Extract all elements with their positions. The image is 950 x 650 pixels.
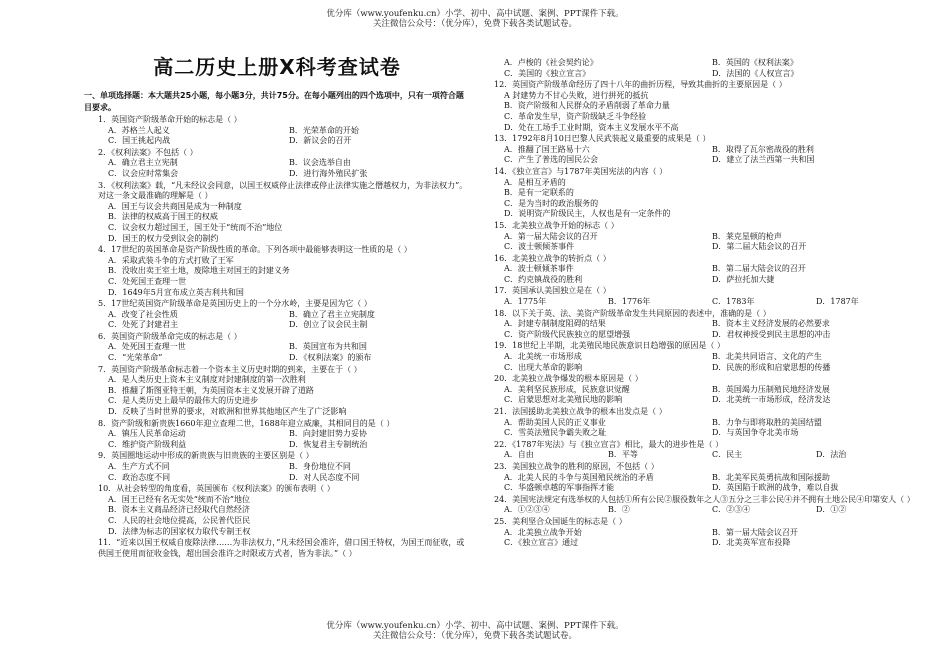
question-stem: 4．17世纪的英国革命是资产阶级性质的革命。下列各项中最能够表明这一性质的是（ ） <box>98 245 412 255</box>
options <box>84 375 470 417</box>
question <box>480 167 920 220</box>
answer-option[interactable]: C．议会权力超过国王，国王处于“统而不治”地位 <box>108 222 283 232</box>
options <box>480 232 920 253</box>
question <box>480 286 920 307</box>
options <box>480 505 920 516</box>
header-line-2: 关注微信公众号：（优分库），免费下载各类试题试卷。 <box>372 19 577 29</box>
answer-option[interactable]: C．政治态度不同 <box>108 472 171 482</box>
answer-option[interactable]: B．英国竭力压制殖民地经济发展 <box>712 384 830 394</box>
answer-option[interactable]: C．处死国王查理一世 <box>108 276 187 286</box>
answer-option[interactable]: B．平等 <box>608 450 638 460</box>
answer-option[interactable]: B．光荣革命的开始 <box>289 125 359 135</box>
question-stem: 7．英国资产阶级革命标志着一个资本主义历史时期的到来，主要在于（ ） <box>98 364 362 374</box>
answer-option[interactable]: C．是人类历史上最早的最伟大的历史进步 <box>108 396 259 406</box>
answer-option[interactable]: C．“光荣革命” <box>108 353 163 363</box>
answer-option[interactable]: D．君权神授受到民主思想的冲击 <box>712 329 831 339</box>
question <box>480 309 920 341</box>
answer-option[interactable]: B．没收出卖王室土地，废除地主对国王的封建义务 <box>108 266 290 276</box>
answer-option[interactable]: A．苏格兰人起义 <box>108 125 170 135</box>
answer-option[interactable]: D．与英国争夺北美市场 <box>712 428 799 438</box>
options <box>480 319 920 340</box>
exam-title: 高二历史上册Ⅹ科考查试卷 <box>153 55 401 79</box>
answer-option[interactable]: D．法国的《人权宣言》 <box>712 68 799 78</box>
question <box>84 148 470 180</box>
question-stem: 13．1792年8月10日巴黎人民武装起义最重要的成果是（ ） <box>494 134 711 144</box>
answer-option[interactable]: C．产生了普选的国民公会 <box>504 155 599 165</box>
question-stem: 15．北美独立战争开始的标志（ ） <box>494 220 619 230</box>
answer-option[interactable]: C．出现大革命的影响 <box>504 362 583 372</box>
answer-option[interactable]: C．民主 <box>712 450 743 460</box>
question-stem: 18．以下关于英、法、美资产阶级革命发生共同原因的表述中，准确的是（ ） <box>494 308 771 318</box>
question-stem: 19．18世纪上半期，北美殖民地民族意识日趋增强的原因是（ ） <box>494 341 725 351</box>
answer-option[interactable]: C．波士顿倾茶事件 <box>504 242 575 252</box>
question <box>84 181 470 245</box>
answer-option[interactable]: B．向封建旧势力妥协 <box>289 429 367 439</box>
answer-option[interactable]: D．①② <box>816 505 847 515</box>
answer-option[interactable]: B．② <box>608 505 630 515</box>
options <box>480 91 920 133</box>
answer-option[interactable]: B．北美军民英勇抗战和国际援助 <box>712 472 830 482</box>
question <box>84 245 470 298</box>
answer-option[interactable]: C．华盛顿卓越的军事指挥才能 <box>504 483 615 493</box>
answer-option[interactable]: D．法治 <box>816 450 847 460</box>
question <box>84 332 470 364</box>
question <box>480 517 920 549</box>
answer-option[interactable]: B．法律的权威高于国王的权威 <box>108 212 218 222</box>
answer-option[interactable]: C．人民的社会地位提高，公民普代臣民 <box>108 515 251 525</box>
question-stem: 11．“近来以国王权威自废除法律……为非法权力，”凡未经国会准许，借口国王特权，为国王而征收，或供国王使用而征收金钱，超出国会准许之时限或方式者，皆为非法。”（ ） <box>98 538 465 558</box>
question-stem: 16．北美独立战争的转折点（ ） <box>494 253 611 263</box>
answer-option[interactable]: B．英国的《权利法案》 <box>712 58 798 67</box>
answer-option[interactable]: A．帮助美国人民的正义事业 <box>504 417 606 427</box>
question-stem: 17．英国承认美国独立是在（ ） <box>494 286 611 296</box>
answer-option[interactable]: A．美利坚民族形成，民族意识觉醒 <box>504 384 630 394</box>
right-question-list <box>480 58 920 549</box>
question-stem: 24．美国宪法规定有选举权的人包括①所有公民②服役数年之人③五分之三非公民④并不拥有土地公民④印第安人（ ） <box>494 494 915 504</box>
answer-option[interactable]: D．反映了当时世界的要求，对欧洲和世界其他地区产生了广泛影响 <box>108 407 347 417</box>
answer-option[interactable]: D．建立了法兰西第一共和国 <box>712 155 815 165</box>
question-stem: 10．从社会转型的角度看，英国颁布《权利法案》的颁布表明（ ） <box>98 484 335 494</box>
answer-option[interactable]: D．英国陷于欧洲的战争，难以自拔 <box>712 483 839 493</box>
answer-option[interactable]: D．1649年5月宣布成立英吉利共和国 <box>108 287 244 297</box>
question <box>84 299 470 331</box>
question <box>480 495 920 516</box>
options <box>480 450 920 461</box>
answer-option[interactable]: D．恢复君主专制统治 <box>289 439 368 449</box>
answer-option[interactable]: A．1775年 <box>504 297 547 307</box>
answer-option[interactable]: D．《权利法案》的颁布 <box>289 353 372 363</box>
question <box>84 484 470 537</box>
question <box>480 407 920 439</box>
answer-option[interactable]: A．①②③④ <box>504 505 550 515</box>
question <box>480 440 920 461</box>
question <box>480 341 920 373</box>
options <box>480 418 920 439</box>
page-footer <box>0 621 950 641</box>
answer-option[interactable]: C．国王挑起内战 <box>108 136 171 146</box>
question-stem: 12．英国资产阶级革命经历了四十八年的曲折历程，导致其曲折的主要原因是（ ） <box>494 80 787 90</box>
options <box>480 145 920 166</box>
header-line-1: 优分库（www.youfenku.cn）小学、初中、高中试题、案例、PPT课件下载。 <box>326 9 624 19</box>
options <box>84 342 470 363</box>
answer-option[interactable]: B．北美共同语言、文化的产生 <box>712 352 822 362</box>
question-stem: 22．《1787年宪法》与《独立宣言》相比，最大的进步性是（ ） <box>494 439 724 449</box>
options <box>480 178 920 220</box>
answer-option[interactable]: A．波士顿倾茶事件 <box>504 264 574 274</box>
question-stem: 14．《独立宣言》与1787年美国宪法的内容（ ） <box>494 166 668 176</box>
answer-option[interactable]: C．是为当时的政治服务的 <box>504 198 599 208</box>
answer-option[interactable]: D．进行海外殖民扩张 <box>289 168 368 178</box>
answer-option[interactable]: D．北美统一市场形成，经济发达 <box>712 395 831 405</box>
answer-option[interactable]: A．北美人民的斗争与英国殖民统治的矛盾 <box>504 472 654 482</box>
question-stem: 6．英国资产阶级革命完成的标志是（ ） <box>98 331 242 341</box>
options <box>480 297 920 308</box>
footer-line-2: 关注微信公众号：（优分库），免费下载各类试题试卷。 <box>372 631 577 641</box>
options <box>84 126 470 147</box>
answer-option[interactable]: C．革命发生早，资产阶级缺乏斗争经验 <box>504 111 647 121</box>
answer-option[interactable]: B．是有一定联系的 <box>504 188 574 198</box>
answer-option[interactable]: A．是人类历史上资本主义制度对封建制度的第一次胜利 <box>108 375 306 385</box>
answer-option[interactable]: B．议会选举自由 <box>289 158 351 168</box>
answer-option[interactable]: C．处死了封建君主 <box>108 320 179 330</box>
answer-option[interactable]: D．民族的形成和启蒙思想的传播 <box>712 362 831 372</box>
question <box>84 451 470 483</box>
answer-option[interactable]: D．创立了议会民主制 <box>289 320 368 330</box>
answer-option[interactable]: A．自由 <box>504 450 534 460</box>
options <box>84 256 470 298</box>
answer-option[interactable]: A 封建势力不甘心失败，进行拼死的抵抗 <box>504 90 649 100</box>
question <box>480 80 920 133</box>
question <box>84 538 470 559</box>
answer-option[interactable]: C．雪英法殖民争霸失败之耻 <box>504 428 607 438</box>
answer-option[interactable]: A．是相互矛盾的 <box>504 177 566 187</box>
options <box>480 473 920 494</box>
answer-option[interactable]: B．取得了瓦尔密战役的胜利 <box>712 144 814 154</box>
question-stem: 9．英国圈地运动中形成的新贵族与旧贵族的主要区别是（ ） <box>98 451 314 461</box>
answer-option[interactable]: B．资产阶级和人民群众的矛盾削弱了革命力量 <box>504 101 670 111</box>
answer-option[interactable]: B．确立了君主立宪制度 <box>289 309 375 319</box>
footer-line-1: 优分库（www.youfenku.cn）小学、初中、高中试题、案例、PPT课件下载。 <box>326 621 624 631</box>
question-stem: 23．美国独立战争的胜利的原因，不包括（ ） <box>494 461 659 471</box>
answer-option[interactable]: B．第二届大陆会议的召开 <box>712 264 806 274</box>
question-stem: 20．北美独立战争爆发的根本原因是（ ） <box>494 374 643 384</box>
answer-option[interactable]: A．第一届大陆会议的召开 <box>504 231 598 241</box>
right-column <box>480 58 920 549</box>
question <box>84 365 470 418</box>
options <box>480 58 920 79</box>
answer-option[interactable]: B．资本主义经济发展的必然要求 <box>712 319 830 329</box>
answer-option[interactable]: B．身份地位不同 <box>289 462 351 471</box>
options <box>84 462 470 483</box>
answer-option[interactable]: A．北美统一市场形成 <box>504 352 582 362</box>
answer-option[interactable]: D．第二届大陆会议的召开 <box>712 242 807 252</box>
page-header <box>0 9 950 29</box>
answer-option[interactable]: C．启蒙思想对北美殖民地的影响 <box>504 395 623 405</box>
question-stem: 2．《权利法案》不包括（ ） <box>98 147 198 157</box>
answer-option[interactable]: A．国王已经有名无实处“统而不治”地位 <box>108 494 250 504</box>
answer-option[interactable]: C．议会应时常集会 <box>108 168 179 178</box>
answer-option[interactable]: B．英国宣布为共和国 <box>289 342 367 352</box>
question-stem: 1．英国资产阶级革命开始的标志是（ ） <box>98 115 242 124</box>
options <box>84 202 470 244</box>
answer-option[interactable]: A．北美独立战争开始 <box>504 527 582 537</box>
question <box>480 374 920 406</box>
answer-option[interactable]: D．新议会的召开 <box>289 136 352 146</box>
answer-option[interactable]: B．莱克星顿的枪声 <box>712 231 782 241</box>
answer-option[interactable]: D．法律为标志的国家权力取代专制王权 <box>108 526 251 536</box>
options <box>84 495 470 537</box>
options <box>480 385 920 406</box>
answer-option[interactable]: C．②③④ <box>712 505 751 515</box>
options <box>84 158 470 179</box>
question-stem: 8．资产阶级和新贵族1660年迎立查理二世，1688年迎立威廉，其相同目的是（ ） <box>98 418 395 428</box>
question <box>84 419 470 451</box>
answer-option[interactable]: C．1783年 <box>712 297 755 307</box>
answer-option[interactable]: C．资产阶级代民族独立的愿望增强 <box>504 329 631 339</box>
answer-option[interactable]: A．采取武装斗争的方式打败了王军 <box>108 255 234 265</box>
answer-option[interactable]: A．镇压人民革命运动 <box>108 429 186 439</box>
answer-option[interactable]: D．对人民态度不同 <box>289 472 360 482</box>
answer-option[interactable]: A．生产方式不同 <box>108 462 170 471</box>
options <box>480 352 920 373</box>
answer-option[interactable]: A．处死国王查理一世 <box>108 342 186 352</box>
options <box>480 264 920 285</box>
question-stem: 25．美利坚合众国诞生的标志是（ ） <box>494 516 627 526</box>
answer-option[interactable]: D．萨拉托加大捷 <box>712 274 775 284</box>
answer-option[interactable]: B．1776年 <box>608 297 651 307</box>
answer-option[interactable]: D．说明资产阶级民主，人权也是有一定条件的 <box>504 209 671 219</box>
options <box>480 528 920 549</box>
answer-option[interactable]: B．第一届大陆会议召开 <box>712 527 798 537</box>
question-stem: 21．法国援助北美独立战争的根本出发点是（ ） <box>494 407 667 416</box>
answer-option[interactable]: A．卢梭的《社会契约论》 <box>504 58 598 67</box>
options <box>84 310 470 331</box>
question-stem: 5．17世纪英国资产阶级革命是英国历史上的一个分水岭，主要是因为它（ ） <box>98 299 372 309</box>
question <box>480 462 920 494</box>
answer-option[interactable]: D．1787年 <box>816 297 859 307</box>
section-instructions: 一、单项选择题：本大题共25小题，每小题3分，共计75分。在每小题列出的四个选项中，只有一项符合题目要求。 <box>84 91 464 112</box>
left-question-list <box>84 115 470 559</box>
answer-option[interactable]: C．《独立宣言》通过 <box>504 538 579 548</box>
question <box>480 254 920 286</box>
answer-option[interactable]: A．确立君主立宪制 <box>108 158 178 168</box>
answer-option[interactable]: D．国王的权力受到议会的制约 <box>108 233 219 243</box>
answer-option[interactable]: C．维护资产阶级利益 <box>108 439 187 449</box>
answer-option[interactable]: B．推翻了斯图亚特王朝，为英国资本主义发展开辟了道路 <box>108 385 314 395</box>
options <box>84 429 470 450</box>
answer-option[interactable]: A．国王与议会共商国是成为一种制度 <box>108 201 242 211</box>
answer-option[interactable]: A．改变了社会性质 <box>108 309 178 319</box>
answer-option[interactable]: C．约克镇战役的胜利 <box>504 274 583 284</box>
left-column <box>84 42 470 559</box>
answer-option[interactable]: B．力争与即将取胜的美国结盟 <box>712 417 822 427</box>
question <box>84 115 470 147</box>
answer-option[interactable]: D．处在工场手工业时期，资本主义发展水平不高 <box>504 122 679 132</box>
question <box>480 58 920 79</box>
answer-option[interactable]: C．美国的《独立宣言》 <box>504 68 591 78</box>
answer-option[interactable]: B．资本主义商品经济已经取代自然经济 <box>108 505 250 515</box>
question-stem: 3．《权利法案》载，“凡未经议会同意，以国王权威停止法律或停止法律实施之僭越权力，为非法权力”。对这一条文最准确的理解是（ ） <box>98 180 468 201</box>
answer-option[interactable]: A．封建专制制度阻碍的结果 <box>504 319 606 329</box>
question <box>480 221 920 253</box>
answer-option[interactable]: A．推翻了国王路易十六 <box>504 144 590 154</box>
question <box>480 134 920 166</box>
answer-option[interactable]: D．北美英军宣布投降 <box>712 538 791 548</box>
